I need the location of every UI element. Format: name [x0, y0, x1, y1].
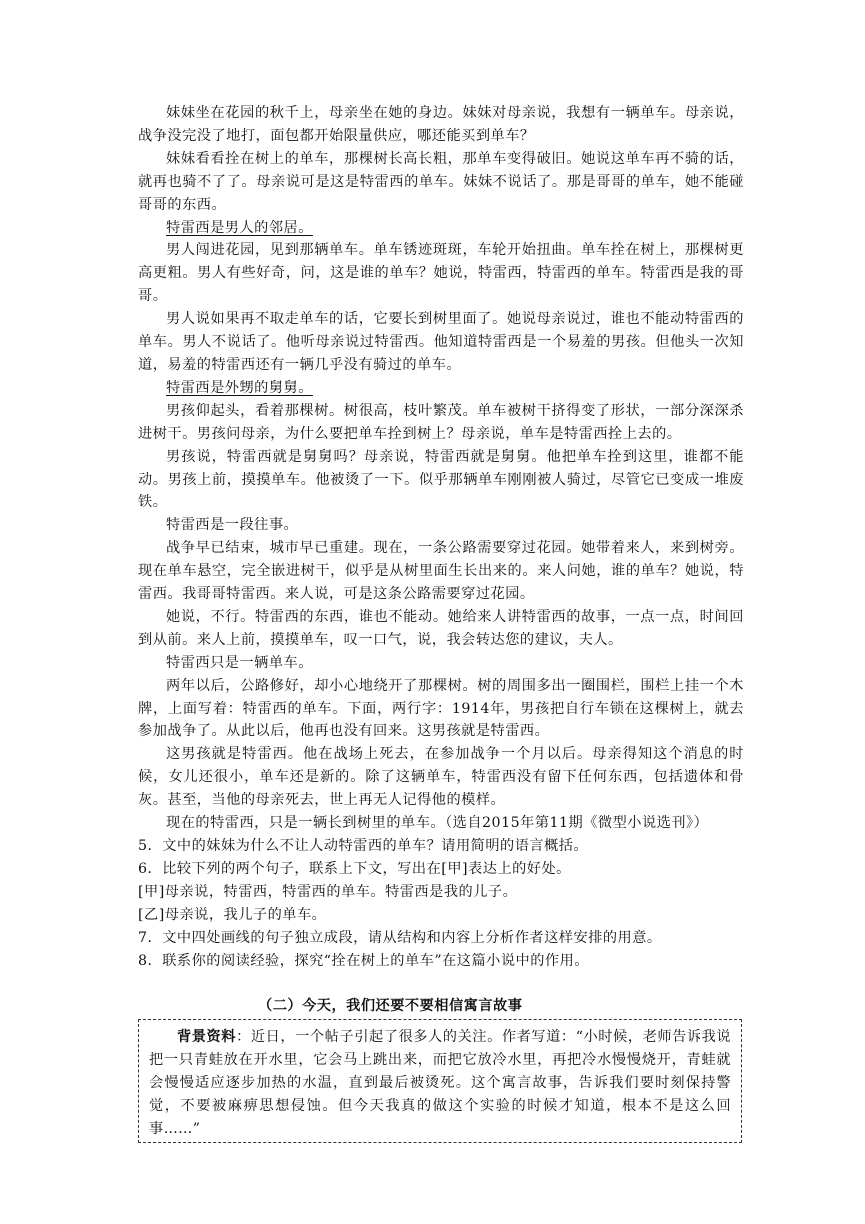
question-6: 6．比较下列的两个句子，联系上下文，写出在[甲]表达上的好处。 [138, 860, 571, 877]
question-7: 7．文中四处画线的句子独立成段，请从结构和内容上分析作者这样安排的用意。 [138, 929, 662, 946]
question-6-sentence-a: [甲]母亲说，特雷西，特雷西的单车。特雷西是我的儿子。 [138, 883, 518, 900]
question-6-sentence-b: [乙]母亲说，我儿子的单车。 [138, 906, 327, 923]
story-paragraph: 妹妹坐在花园的秋千上，母亲坐在她的身边。妹妹对母亲说，我想有一辆单车。母亲说，战争没完没了地打，面包都开始限量供应，哪还能买到单车？ [138, 105, 744, 144]
story-paragraph: 男人说如果再不取走单车的话，它要长到树里面了。她说母亲说过，谁也不能动特雷西的单车。男人不说话了。他听母亲说过特雷西。他知道特雷西是一个易羞的男孩。但他头一次知道，易羞的特雷西还有一辆几乎没有骑过的单车。 [138, 311, 744, 373]
story-paragraph: 特雷西只是一辆单车。 [166, 654, 313, 671]
underlined-text: 特雷西是男人的邻居。 [166, 219, 313, 236]
story-paragraph: 特雷西是一段往事。 [166, 517, 299, 534]
story-paragraph: 妹妹看看拴在树上的单车，那棵树长高长粗，那单车变得破旧。她说这单车再不骑的话，就再也骑不了了。母亲说可是这是特雷西的单车。妹妹不说话了。那是哥哥的单车，她不能碰哥哥的东西。 [138, 150, 744, 213]
background-paragraph [149, 1026, 731, 1141]
section-title: （二）今天，我们还要不要相信寓言故事 [258, 998, 523, 1014]
story-paragraph: 她说，不行。特雷西的东西，谁也不能动。她给来人讲特雷西的故事，一点一点，时间回到从前。来人上前，摸摸单车，叹一口气，说，我会转达您的建议，夫人。 [138, 608, 744, 648]
underlined-sentence [138, 217, 744, 240]
story-paragraph: 两年以后，公路修好，却小心地绕开了那棵树。树的周围多出一圈围栏，围栏上挂一个木牌，上面写着：特雷西的单车。下面，两行字：1914年，男孩把自行车锁在这棵树上，就去参加战争了。从此以后，他再也没有回来。这男孩就是特雷西。 [138, 677, 744, 740]
story-body [138, 102, 744, 972]
story-paragraph: 男人闯进花园，见到那辆单车。单车锈迹斑斑，车轮开始扭曲。单车拴在树上，那棵树更高更粗。男人有些好奇，问，这是谁的单车？她说，特雷西，特雷西的单车。特雷西是我的哥哥。 [138, 242, 744, 305]
story-paragraph: 男孩仰起头，看着那棵树。树很高，枝叶繁茂。单车被树干挤得变了形状，一部分深深杀进树干。男孩问母亲，为什么要把单车拴到树上？母亲说，单车是特雷西拴上去的。 [138, 402, 744, 442]
story-source-line: 现在的特雷西，只是一辆长到树里的单车。（选自2015年第11期《微型小说选刊》） [166, 815, 709, 832]
underlined-text: 特雷西是外甥的舅舅。 [166, 379, 313, 396]
story-paragraph: 战争早已结束，城市早已重建。现在，一条公路需要穿过花园。她带着来人，来到树旁。现在单车悬空，完全嵌进树干，似乎是从树里面生长出来的。来人问她，谁的单车？她说，特雷西。我哥哥特雷西。来人说，可是这条公路需要穿过花园。 [138, 540, 744, 603]
question-5: 5．文中的妹妹为什么不让人动特雷西的单车？请用简明的语言概括。 [138, 838, 589, 854]
story-paragraph: 这男孩就是特雷西。他在战场上死去，在参加战争一个月以后。母亲得知这个消息的时候，女儿还很小，单车还是新的。除了这辆单车，特雷西没有留下任何东西，包括遗体和骨灰。甚至，当他的母亲死去，世上再无人记得他的模样。 [138, 746, 744, 809]
underlined-sentence [138, 377, 744, 400]
question-8: 8．联系你的阅读经验，探究“拴在树上的单车”在这篇小说中的作用。 [138, 952, 589, 969]
background-material-box [138, 1019, 742, 1143]
background-label: 背景资料 [177, 1029, 237, 1045]
background-text: ：近日，一个帖子引起了很多人的关注。作者写道：“小时候，老师告诉我说把一只青蛙放在开水里，它会马上跳出来，而把它放冷水里，再把冷水慢慢烧开，青蛙就会慢慢适应逐步加热的水温，直到最后被烫死。这个寓言故事，告诉我们要时刻保持警觉，不要被麻痹思想侵蚀。但今天我真的做这个实验的时候才知道，根本不是这么回事……” [149, 1029, 732, 1137]
story-paragraph: 男孩说，特雷西就是舅舅吗？母亲说，特雷西就是舅舅。他把单车拴到这里，谁都不能动。男孩上前，摸摸单车。他被烫了一下。似乎那辆单车刚刚被人骑过，尽管它已变成一堆废铁。 [138, 448, 744, 511]
